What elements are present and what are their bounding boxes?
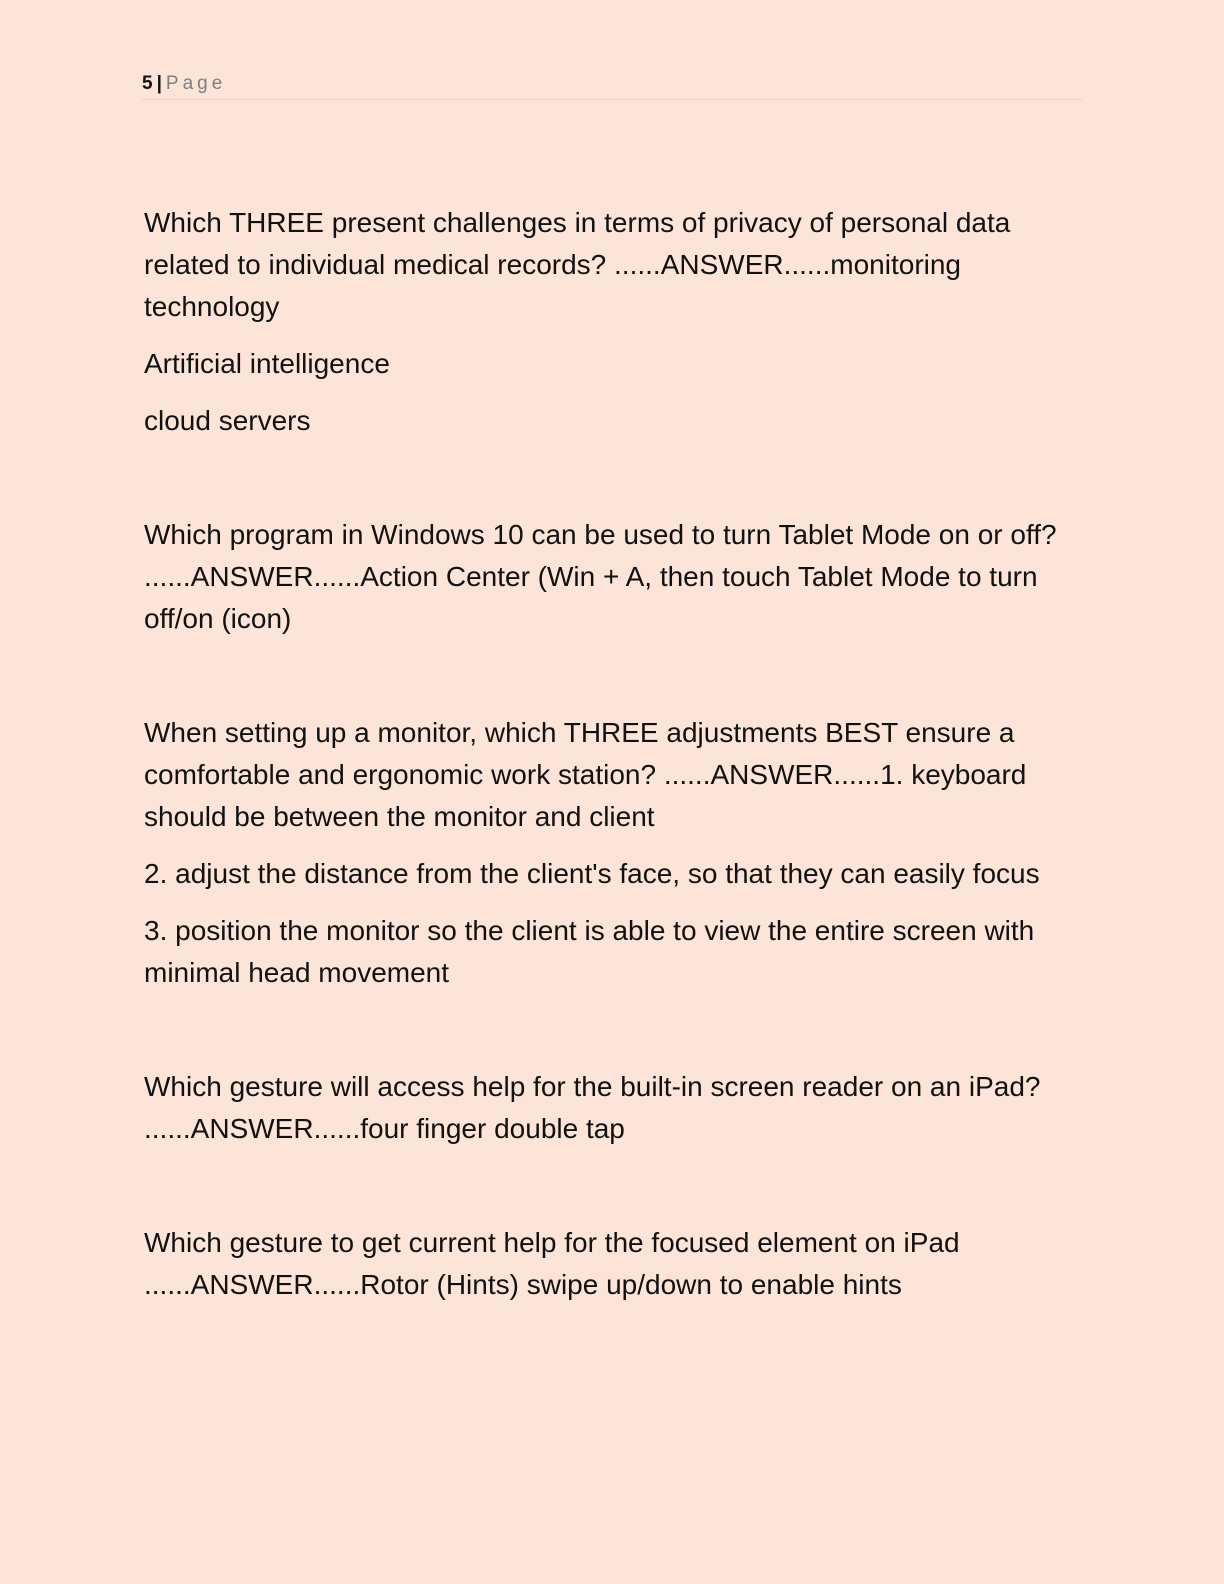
question-paragraph: Which program in Windows 10 can be used to turn Tablet Mode on or off? ......ANSWER......Action Center (Win + A, then touch Tablet Mode to turn off/on (icon)	[144, 519, 1057, 634]
qa-block-focused-element-help	[144, 1222, 1074, 1306]
qa-block-screen-reader-help	[144, 1066, 1074, 1150]
qa-block-monitor-setup	[144, 712, 1074, 994]
qa-block-tablet-mode	[144, 514, 1074, 640]
answer-paragraph: cloud servers	[144, 405, 311, 436]
answer-paragraph: Artificial intelligence	[144, 348, 390, 379]
question-paragraph: Which gesture to get current help for the focused element on iPad ......ANSWER......Rotor (Hints) swipe up/down to enable hints	[144, 1227, 960, 1300]
question-paragraph: When setting up a monitor, which THREE adjustments BEST ensure a comfortable and ergonomic work station? ......ANSWER......1. keyboard should be between the monitor and client	[144, 717, 1027, 832]
question-paragraph: Which gesture will access help for the built-in screen reader on an iPad? ......ANSWER......four finger double tap	[144, 1071, 1041, 1144]
page-separator: |	[156, 73, 162, 94]
document-body	[144, 202, 1074, 1321]
qa-block-privacy	[144, 202, 1074, 442]
question-paragraph: Which THREE present challenges in terms of privacy of personal data related to individual medical records? ......ANSWER......monitoring technology	[144, 207, 1011, 322]
page-header	[142, 72, 1082, 100]
page-label: Page	[165, 73, 227, 94]
answer-paragraph: 2. adjust the distance from the client's face, so that they can easily focus	[144, 858, 1040, 889]
page-number: 5	[142, 73, 153, 94]
answer-paragraph: 3. position the monitor so the client is able to view the entire screen with minimal head movement	[144, 915, 1035, 988]
